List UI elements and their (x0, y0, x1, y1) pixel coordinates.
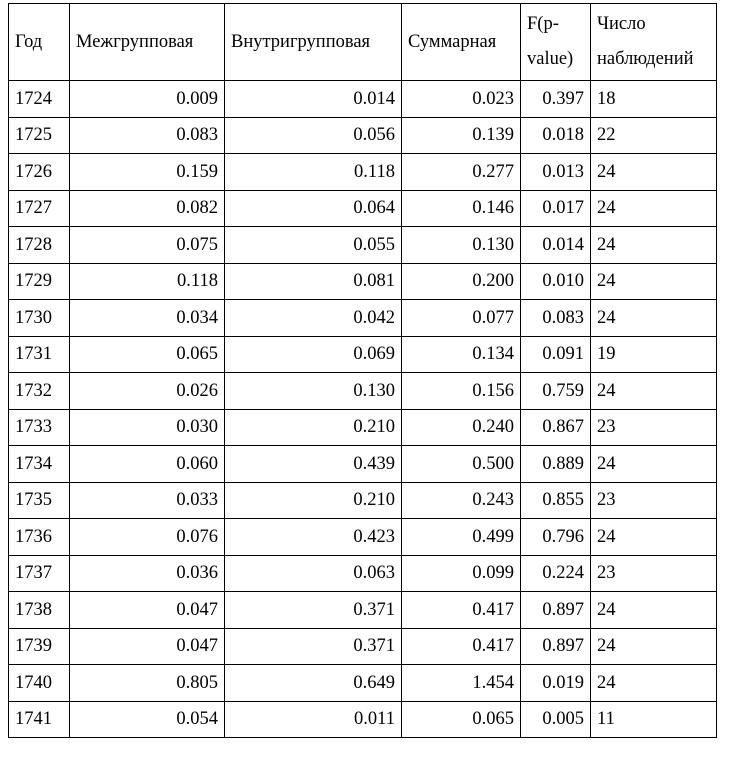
table-row (9, 227, 717, 264)
cell-between: 0.805 (70, 665, 225, 702)
cell-total: 0.130 (402, 227, 521, 264)
cell-between: 0.047 (70, 592, 225, 629)
cell-within: 0.118 (225, 154, 402, 191)
cell-total: 0.499 (402, 519, 521, 556)
cell-between: 0.083 (70, 117, 225, 154)
cell-total: 0.417 (402, 628, 521, 665)
cell-between: 0.082 (70, 190, 225, 227)
cell-within: 0.064 (225, 190, 402, 227)
cell-pvalue: 0.889 (521, 446, 591, 483)
header-year: Год (9, 4, 70, 81)
cell-within: 0.056 (225, 117, 402, 154)
cell-within: 0.014 (225, 81, 402, 118)
cell-count: 23 (591, 409, 717, 446)
cell-total: 0.243 (402, 482, 521, 519)
cell-count: 24 (591, 263, 717, 300)
cell-between: 0.034 (70, 300, 225, 337)
cell-total: 0.139 (402, 117, 521, 154)
header-pvalue: F(p-value) (521, 4, 591, 81)
cell-count: 24 (591, 628, 717, 665)
cell-year: 1738 (9, 592, 70, 629)
cell-count: 24 (591, 373, 717, 410)
cell-pvalue: 0.897 (521, 628, 591, 665)
table-row (9, 190, 717, 227)
cell-total: 0.500 (402, 446, 521, 483)
cell-year: 1732 (9, 373, 70, 410)
cell-within: 0.042 (225, 300, 402, 337)
cell-count: 19 (591, 336, 717, 373)
cell-within: 0.371 (225, 592, 402, 629)
cell-count: 24 (591, 190, 717, 227)
table-row (9, 519, 717, 556)
cell-total: 0.240 (402, 409, 521, 446)
cell-total: 1.454 (402, 665, 521, 702)
cell-count: 24 (591, 592, 717, 629)
cell-between: 0.065 (70, 336, 225, 373)
table-row (9, 446, 717, 483)
cell-pvalue: 0.017 (521, 190, 591, 227)
cell-count: 23 (591, 482, 717, 519)
table-row (9, 81, 717, 118)
cell-count: 24 (591, 154, 717, 191)
cell-year: 1735 (9, 482, 70, 519)
cell-within: 0.439 (225, 446, 402, 483)
cell-pvalue: 0.018 (521, 117, 591, 154)
cell-pvalue: 0.397 (521, 81, 591, 118)
cell-count: 23 (591, 555, 717, 592)
cell-within: 0.423 (225, 519, 402, 556)
table-row (9, 409, 717, 446)
table-row (9, 701, 717, 738)
cell-pvalue: 0.083 (521, 300, 591, 337)
cell-between: 0.076 (70, 519, 225, 556)
cell-between: 0.060 (70, 446, 225, 483)
cell-year: 1741 (9, 701, 70, 738)
header-total: Суммарная (402, 4, 521, 81)
cell-year: 1737 (9, 555, 70, 592)
cell-year: 1740 (9, 665, 70, 702)
table-body (9, 81, 717, 738)
table-row (9, 336, 717, 373)
cell-count: 18 (591, 81, 717, 118)
cell-between: 0.047 (70, 628, 225, 665)
cell-count: 22 (591, 117, 717, 154)
cell-year: 1736 (9, 519, 70, 556)
data-table (8, 3, 717, 738)
cell-between: 0.159 (70, 154, 225, 191)
table-row (9, 665, 717, 702)
cell-pvalue: 0.759 (521, 373, 591, 410)
cell-year: 1727 (9, 190, 70, 227)
cell-total: 0.023 (402, 81, 521, 118)
cell-between: 0.026 (70, 373, 225, 410)
cell-year: 1730 (9, 300, 70, 337)
cell-between: 0.075 (70, 227, 225, 264)
cell-total: 0.277 (402, 154, 521, 191)
cell-between: 0.054 (70, 701, 225, 738)
cell-pvalue: 0.224 (521, 555, 591, 592)
table-row (9, 373, 717, 410)
cell-year: 1734 (9, 446, 70, 483)
cell-pvalue: 0.091 (521, 336, 591, 373)
cell-between: 0.009 (70, 81, 225, 118)
cell-between: 0.118 (70, 263, 225, 300)
cell-within: 0.069 (225, 336, 402, 373)
cell-year: 1725 (9, 117, 70, 154)
cell-within: 0.081 (225, 263, 402, 300)
table-row (9, 628, 717, 665)
table-row (9, 482, 717, 519)
header-within: Внутригрупповая (225, 4, 402, 81)
cell-total: 0.099 (402, 555, 521, 592)
cell-total: 0.146 (402, 190, 521, 227)
cell-within: 0.055 (225, 227, 402, 264)
table-header (9, 4, 717, 81)
cell-pvalue: 0.897 (521, 592, 591, 629)
cell-count: 24 (591, 446, 717, 483)
header-row (9, 4, 717, 81)
table-row (9, 154, 717, 191)
cell-within: 0.130 (225, 373, 402, 410)
cell-year: 1731 (9, 336, 70, 373)
cell-count: 24 (591, 300, 717, 337)
cell-count: 11 (591, 701, 717, 738)
cell-pvalue: 0.005 (521, 701, 591, 738)
cell-count: 24 (591, 665, 717, 702)
table-row (9, 300, 717, 337)
cell-total: 0.156 (402, 373, 521, 410)
table-row (9, 592, 717, 629)
cell-total: 0.200 (402, 263, 521, 300)
cell-year: 1739 (9, 628, 70, 665)
cell-total: 0.417 (402, 592, 521, 629)
cell-within: 0.210 (225, 482, 402, 519)
cell-year: 1729 (9, 263, 70, 300)
cell-count: 24 (591, 519, 717, 556)
cell-year: 1733 (9, 409, 70, 446)
cell-within: 0.649 (225, 665, 402, 702)
header-count: Число наблюдений (591, 4, 717, 81)
cell-pvalue: 0.855 (521, 482, 591, 519)
header-between: Межгрупповая (70, 4, 225, 81)
cell-pvalue: 0.013 (521, 154, 591, 191)
cell-within: 0.063 (225, 555, 402, 592)
table-row (9, 555, 717, 592)
cell-between: 0.033 (70, 482, 225, 519)
cell-year: 1726 (9, 154, 70, 191)
cell-pvalue: 0.796 (521, 519, 591, 556)
cell-pvalue: 0.019 (521, 665, 591, 702)
cell-between: 0.036 (70, 555, 225, 592)
cell-total: 0.065 (402, 701, 521, 738)
cell-pvalue: 0.867 (521, 409, 591, 446)
table-row (9, 117, 717, 154)
cell-between: 0.030 (70, 409, 225, 446)
cell-pvalue: 0.010 (521, 263, 591, 300)
cell-year: 1724 (9, 81, 70, 118)
cell-year: 1728 (9, 227, 70, 264)
cell-total: 0.077 (402, 300, 521, 337)
cell-within: 0.011 (225, 701, 402, 738)
cell-within: 0.210 (225, 409, 402, 446)
cell-total: 0.134 (402, 336, 521, 373)
cell-pvalue: 0.014 (521, 227, 591, 264)
cell-within: 0.371 (225, 628, 402, 665)
table-row (9, 263, 717, 300)
cell-count: 24 (591, 227, 717, 264)
